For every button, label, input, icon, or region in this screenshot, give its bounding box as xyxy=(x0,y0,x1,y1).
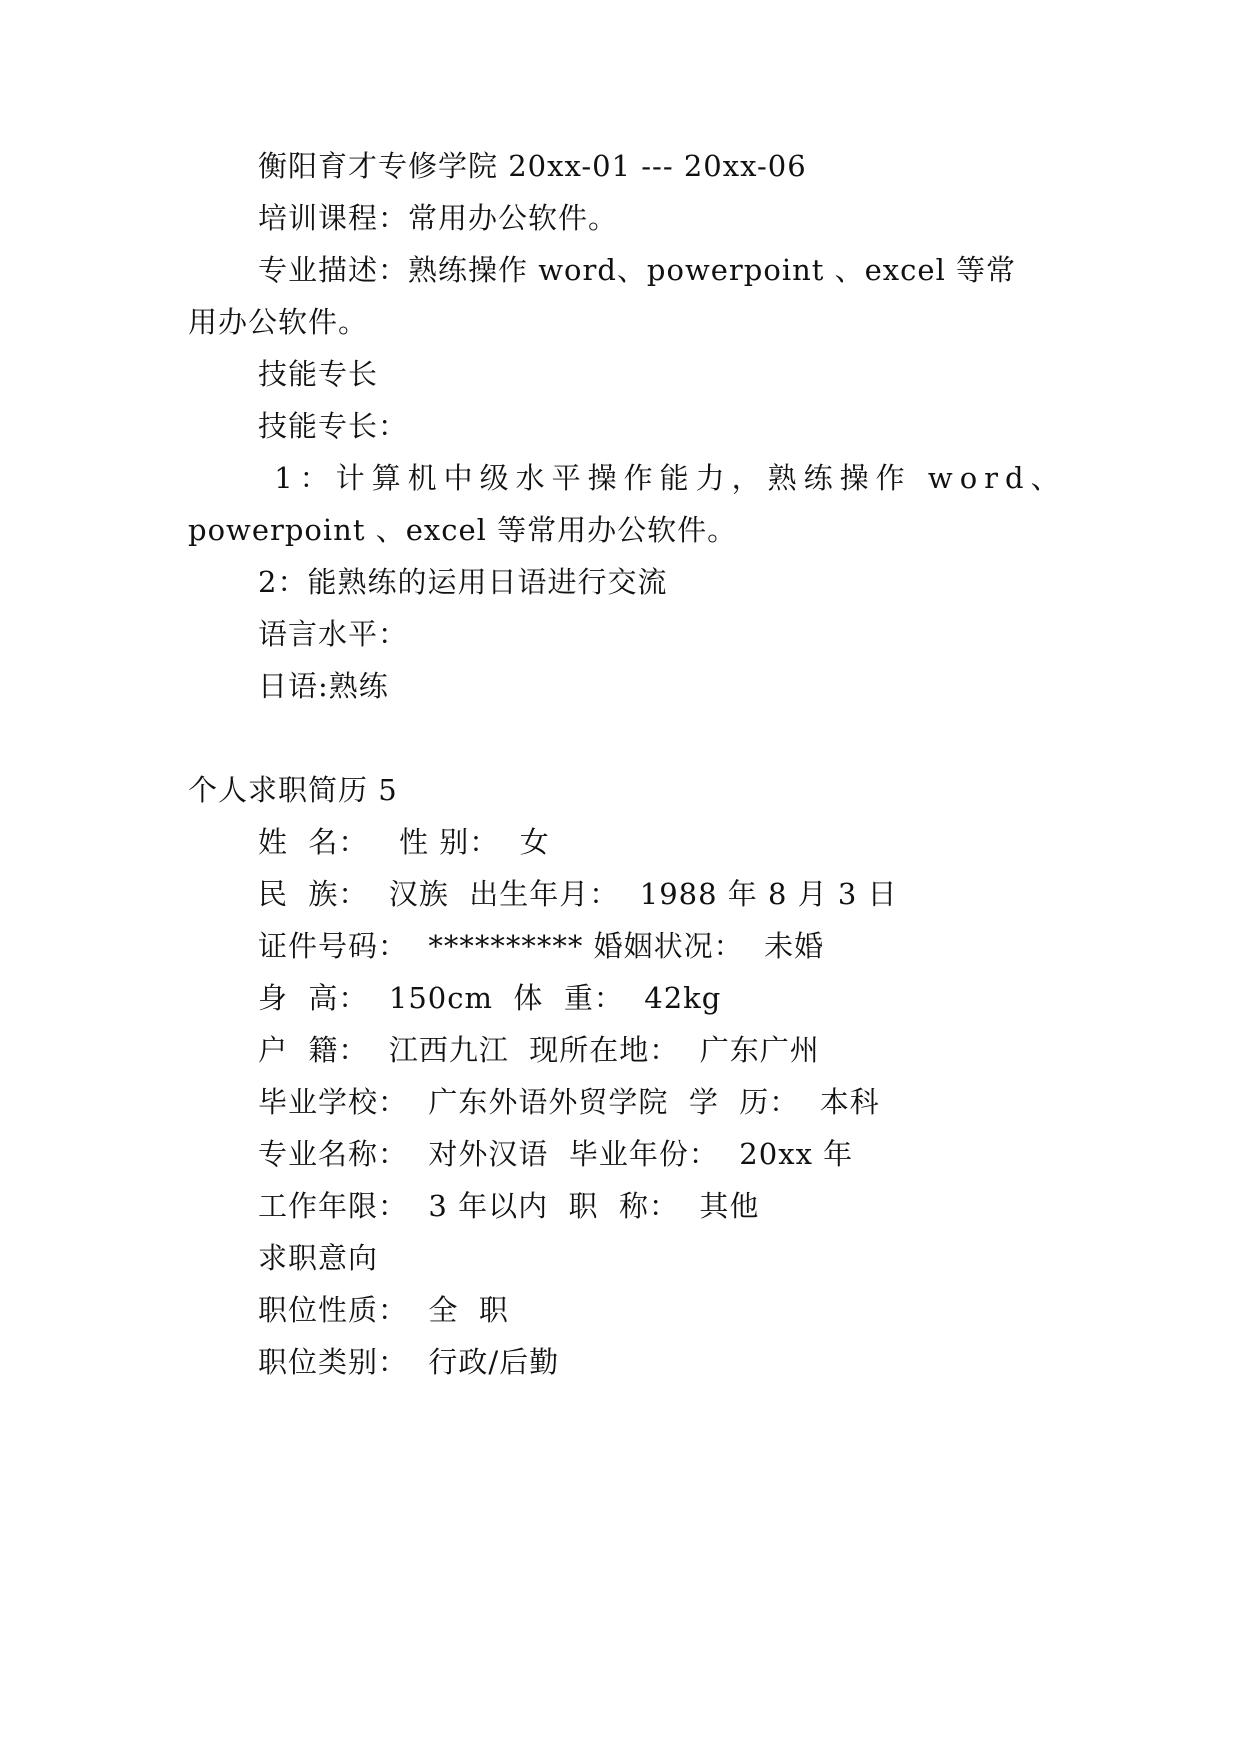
education-school-line: 衡阳育才专修学院 20xx-01 --- 20xx-06 xyxy=(258,149,807,183)
skill-item-2: 2：能熟练的运用日语进行交流 xyxy=(258,565,668,599)
education-description-line-2: 用办公软件。 xyxy=(188,305,369,339)
info-row-name-gender: 姓 名： 性 别： 女 xyxy=(258,825,550,859)
skills-label: 技能专长： xyxy=(258,409,409,443)
education-description-line-1: 专业描述：熟练操作 word、powerpoint 、excel 等常 xyxy=(258,253,1017,287)
job-nature-row: 职位性质： 全 职 xyxy=(258,1293,509,1327)
job-category-row: 职位类别： 行政/后勤 xyxy=(258,1345,560,1379)
skills-heading: 技能专长 xyxy=(258,357,379,391)
resume-title: 个人求职简历 5 xyxy=(188,773,398,807)
info-row-experience-title: 工作年限： 3 年以内 职 称： 其他 xyxy=(258,1189,760,1223)
info-row-height-weight: 身 高： 150cm 体 重： 42kg xyxy=(258,981,722,1015)
language-value: 日语:熟练 xyxy=(258,669,389,703)
language-label: 语言水平： xyxy=(258,617,409,651)
info-row-ethnic-birth: 民 族： 汉族 出生年月： 1988 年 8 月 3 日 xyxy=(258,877,898,911)
education-course-line: 培训课程：常用办公软件。 xyxy=(258,201,619,235)
info-row-id-marital: 证件号码： ********** 婚姻状况： 未婚 xyxy=(258,929,825,963)
info-row-hukou-location: 户 籍： 江西九江 现所在地： 广东广州 xyxy=(258,1033,820,1067)
skill-item-1-line-1: 1：计算机中级水平操作能力，熟练操作 word、 xyxy=(258,461,1067,495)
info-row-major-gradyear: 专业名称： 对外汉语 毕业年份： 20xx 年 xyxy=(258,1137,854,1171)
job-intent-heading: 求职意向 xyxy=(258,1241,379,1275)
skill-item-1-line-2: powerpoint 、excel 等常用办公软件。 xyxy=(188,513,738,547)
info-row-school-degree: 毕业学校： 广东外语外贸学院 学 历： 本科 xyxy=(258,1085,880,1119)
